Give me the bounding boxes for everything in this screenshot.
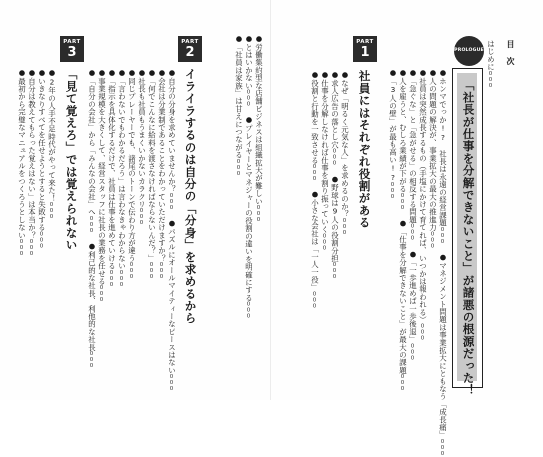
part2-item-9-page: 000 [98,285,105,304]
part3-item-4-page: 000 [18,239,25,257]
part2-item-12-text: ●プレイヤーとマネジャーの役割の違いを明確にする [244,115,254,302]
part1-badge-number: 1 [360,45,370,60]
part1-item-4[interactable] [321,70,329,251]
prologue-item-6-text: ●「一歩進めば一歩後退」 [408,249,418,344]
prologue-item-5-text: ●「急ぐな」と「急がせる」の相反する問題 [408,68,418,224]
prologue-item-8-page: 000 [399,374,406,393]
prologue-item-3-text: ●人の問題の解決が、事業拡大の最大の推進力 [428,68,438,232]
part2-item-5[interactable] [138,68,146,226]
part1-item-1-page: 000 [341,217,348,236]
part3-item-2-text: ●いきなりすべてを任せようとすると失敗する [37,68,47,232]
part3-badge [60,36,84,62]
prologue-item-7-page: 000 [399,192,406,211]
part2-item-13-page: 000 [255,205,262,223]
part2-item-5-text: ●社長も社員もうまくいかないカラクリ [137,68,147,209]
part3-item-1-text: ●2年の人手不足時代がやって来た！ [47,68,57,203]
prologue-item-1-text: ●ホンマでっか!? 社長は永遠の経営課題 [438,68,448,227]
prologue-item-4-text: ●社員は突然成長するもの（手塩にかけて育てれば、いつかは報われる） [418,68,428,324]
part3-badge-label: PART [63,39,81,45]
part1-item-2[interactable] [331,70,339,280]
prologue-item-9-text: ●「3人の壁」が最も高い!? [388,68,398,183]
prologue-item-5[interactable] [409,68,417,361]
part2-item-13[interactable] [255,34,263,223]
part2-item-9[interactable] [98,68,106,303]
part2-item-6-text: ●同じプレーヤーでも、諸尾のトーンで伝わり方が違う [127,68,137,263]
part2-item-1-page: 000 [168,192,175,211]
part2-item-15-text: ●とはいかない [244,34,254,90]
part2-item-9-text: ●事業規模を大きくして、経営スタッフに社長の業務を任せる [97,68,107,286]
part2-item-6-page: 000 [128,262,135,281]
part2-item-1[interactable] [168,68,176,392]
part3-item-1-page: 000 [48,202,55,221]
part1-item-5[interactable] [311,70,319,309]
part2-item-4-page: 000 [148,262,155,281]
prologue-item-1[interactable] [439,68,447,457]
prologue-badge-label: PROLOGUE [454,48,484,53]
prologue-item-3-page: 000 [429,231,436,250]
right-page [271,0,543,457]
part3-item-4-text: ●最初から完璧なマニュアルをつくろうとしない [17,68,27,239]
prologue-item-2-page: 000 [439,438,446,457]
part2-item-3-page: 000 [158,262,165,281]
part2-item-14[interactable] [235,34,243,177]
part2-item-12-page: 000 [245,301,252,320]
prologue-item-4[interactable] [419,68,427,342]
prologue-heading-box[interactable] [452,68,483,397]
part2-item-4[interactable] [148,68,156,280]
part2-item-11-page: 000 [88,215,95,234]
part2-item-7-page: 000 [118,269,125,288]
part2-item-8-text: ●「指示を具体化するだけで、社員は仕事を進めていける [107,68,117,270]
part1-item-5-page: 000 [311,164,318,182]
prologue-item-2-text: ●マネジメント問題は事業拡大にともなう「成長痛」 [438,252,448,439]
part1-item-2-page: 000 [331,148,338,167]
part2-item-14-page: 000 [235,158,242,177]
part1-item-2-text: ●求人広告の落とし穴 [330,70,340,149]
part2-item-2-text: ●パズルにオールマイティーなピースはない [167,218,177,375]
part2-item-15-page: 000 [245,89,252,108]
part2-item-13-text: ●労働集約型な店舗ビジネスは組織拡大が難しい [254,34,264,205]
part2-item-4-text: ●「何でこんなに給料を渡さなければならないんだ？」 [147,68,157,263]
part1-item-3-page: 000 [331,262,338,281]
part1-heading[interactable]: 社員にはそれぞれ役割がある [357,70,372,229]
part1-item-6-text: ●小さな会社は「一人一役」 [310,189,320,292]
part1-item-1[interactable] [341,70,349,236]
intro-label: はじめに [486,40,496,71]
part1-item-5-text: ●役割と行動を一致させる [310,70,320,164]
part2-badge-number: 2 [185,45,195,60]
part3-item-1[interactable] [48,68,56,220]
part2-item-11-text: ●「自分の会社」から「みんなの会社」へ [87,68,97,216]
part2-item-7[interactable] [118,68,126,288]
part3-item-3-page: 000 [28,239,35,257]
part2-item-14-text: ●「社員は家族」は甘えにつながる [234,34,244,159]
part1-item-1-text: ●なぜ「明るく元気な人」を求めるのか？ [340,70,350,218]
prologue-item-6-page: 000 [409,343,416,362]
part2-heading[interactable]: イライラするのは自分の「分身」を求めるから [183,68,198,325]
part3-item-3-text: ●自分は教えてもらった覚えはない」は本当か？ [27,68,37,239]
part1-badge [353,36,377,62]
prologue-heading: 「社長が仕事を分解できないこと」が諸悪の根源だった！ [461,79,476,397]
prologue-item-9-page: 000 [389,182,396,201]
part2-badge [178,36,202,62]
prologue-badge [454,36,484,66]
part2-item-5-page: 000 [138,208,145,227]
part2-item-3[interactable] [158,68,166,280]
part2-item-8[interactable] [108,68,116,288]
prologue-item-7[interactable] [399,68,407,392]
prologue-item-7-text: ●人を雇うと、むしろ業績が下がる [398,68,408,193]
part3-badge-number: 3 [67,45,77,60]
part2-item-6[interactable] [128,68,136,280]
toc-title: 目 次 [506,40,515,66]
prologue-item-9[interactable] [389,68,397,200]
left-page [0,0,271,400]
intro-page: 000 [487,70,494,89]
part3-item-4[interactable] [18,68,26,257]
part1-item-4-page: 000 [321,233,328,252]
part3-item-2-page: 000 [38,231,45,250]
part2-item-7-text: ●「言わないでもわかるだろう」は言わなきゃわからない [117,68,127,270]
prologue-item-3[interactable] [429,68,437,249]
part1-item-6-page: 000 [311,291,318,310]
part1-item-3-text: ●野球は9人の役割分担 [330,174,340,263]
prologue-item-4-page: 000 [419,323,426,342]
part2-item-10-page: 000 [88,351,95,370]
part1-item-4-text: ●仕事を分解しなければ仕事を割り振っていく [320,70,330,234]
part3-item-3[interactable] [28,68,36,257]
part2-badge-label: PART [181,39,199,45]
prologue-item-1-page: 000 [439,226,446,245]
part3-heading[interactable]: 「見て覚えろ」では覚えられない [64,68,79,251]
part2-item-3-text: ●会社は分業制であることをわかっていただけますか？ [157,68,167,263]
prologue-item-8-text: ●「仕事を分解できないこと」が最大の課題 [398,218,408,375]
part2-item-1-text: ●自分の分身を求めていませんか？ [167,68,177,193]
part2-item-15[interactable] [245,34,253,320]
part1-badge-label: PART [356,39,374,45]
part2-item-8-page: 000 [108,269,115,288]
part2-item-10-text: ●利己的な社長、利他的な社長 [87,241,97,352]
part2-item-11[interactable] [88,68,96,369]
part2-item-2-page: 000 [168,374,175,393]
part3-item-2[interactable] [38,68,46,249]
intro-entry[interactable] [487,40,495,89]
prologue-item-5-page: 000 [409,223,416,242]
